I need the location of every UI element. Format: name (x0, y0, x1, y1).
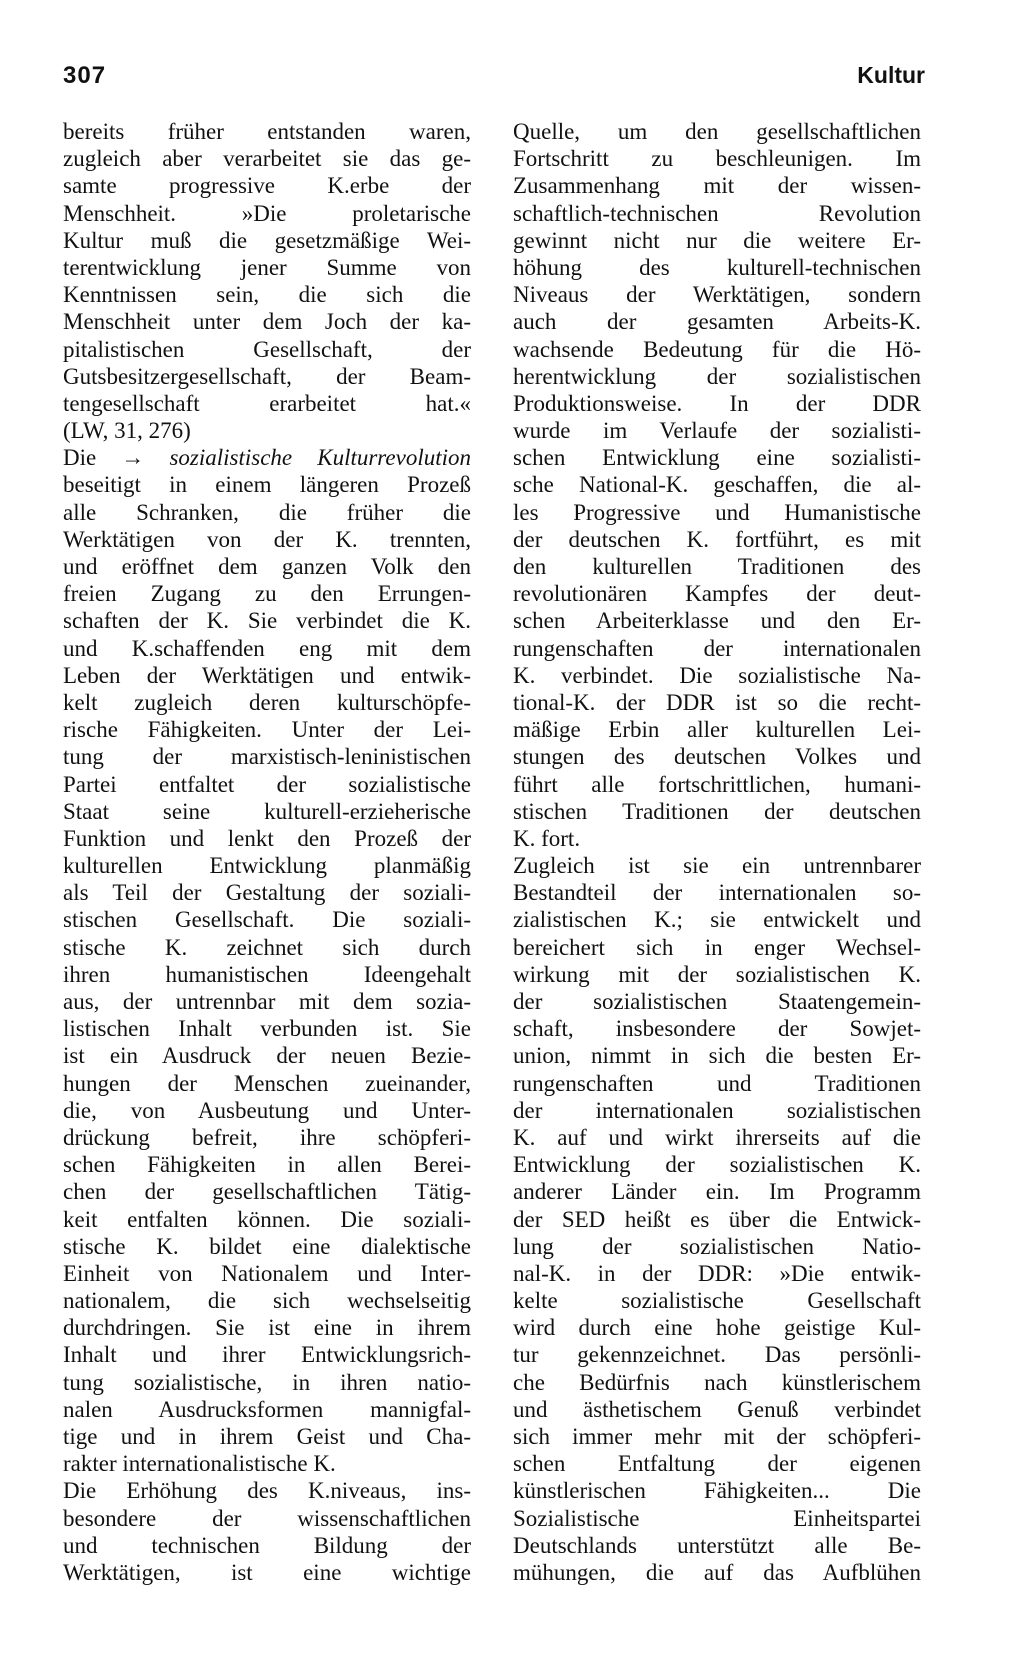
text-line: tengesellschaft erarbeitet hat.« (63, 390, 471, 416)
text-line: kelt zugleich deren kulturschöpfe- (63, 689, 471, 715)
text-line: und technischen Bildung der (63, 1532, 471, 1558)
text-line: nal-K. in der DDR: »Die entwik- (513, 1260, 921, 1286)
text-line: Leben der Werktätigen und entwik- (63, 662, 471, 688)
text-line: der internationalen sozialistischen (513, 1097, 921, 1123)
text-line: führt alle fortschrittlichen, humani- (513, 771, 921, 797)
text-line: zugleich aber verarbeitet sie das ge- (63, 146, 471, 172)
text-line: pitalistischen Gesellschaft, der (63, 336, 471, 362)
text-line: und ästhetischem Genuß verbindet (513, 1396, 921, 1422)
text-line: aus, der untrennbar mit dem sozia- (63, 989, 471, 1014)
text-line: stischen Gesellschaft. Die soziali- (63, 907, 471, 933)
text-line: tur gekennzeichnet. Das persönli- (513, 1342, 921, 1368)
text-line: lung der sozialistischen Natio- (513, 1233, 921, 1259)
text-line: wurde im Verlaufe der sozialisti- (513, 418, 921, 444)
text-line: revolutionären Kampfes der deut- (513, 581, 921, 607)
text-line: tige und in ihrem Geist und Cha- (63, 1424, 471, 1449)
text-line: Einheit von Nationalem und Inter- (63, 1260, 471, 1286)
text-line: sich immer mehr mit der schöpferi- (513, 1424, 921, 1449)
text-line: Produktionsweise. In der DDR (513, 390, 921, 416)
text-line: die, von Ausbeutung und Unter- (63, 1097, 471, 1123)
text-line: sche National-K. geschaffen, die al- (513, 472, 921, 498)
text-line: der sozialistischen Staatengemein- (513, 989, 921, 1014)
text-line (63, 444, 471, 471)
page-number: 307 (63, 62, 107, 89)
cross-reference-term: sozialistische Kulturrevolution (169, 445, 471, 471)
text-line: kulturellen Entwicklung planmäßig (63, 853, 471, 879)
text-line: Bestandteil der internationalen so- (513, 880, 921, 906)
text-line: ist ein Ausdruck der neuen Bezie- (63, 1043, 471, 1069)
text-line: und K.schaffenden eng mit dem (63, 635, 471, 661)
text-line: Kenntnissen sein, die sich die (63, 282, 471, 308)
text-line: herentwicklung der sozialistischen (513, 363, 921, 389)
text-line: tional-K. der DDR ist so die recht- (513, 689, 921, 715)
text-line: alle Schranken, die früher die (63, 499, 471, 525)
text-line: les Progressive und Humanistische (513, 499, 921, 525)
text-line: Inhalt und ihrer Entwicklungsrich- (63, 1342, 471, 1368)
text-line: als Teil der Gestaltung der soziali- (63, 880, 471, 906)
text-line: union, nimmt in sich die besten Er- (513, 1043, 921, 1069)
right-column (513, 118, 921, 1586)
text-line: chen der gesellschaftlichen Tätig- (63, 1179, 471, 1205)
text-line: K. auf und wirkt ihrerseits auf die (513, 1124, 921, 1150)
text-line: drückung befreit, ihre schöpferi- (63, 1124, 471, 1150)
text-line: K. fort. (513, 825, 581, 851)
text-line: hungen der Menschen zueinander, (63, 1070, 471, 1096)
text-line: höhung des kulturell-technischen (513, 254, 921, 280)
text-line: Deutschlands unterstützt alle Be- (513, 1532, 921, 1558)
text-line: tung sozialistische, in ihren natio- (63, 1369, 471, 1395)
text-line: gewinnt nicht nur die weitere Er- (513, 227, 921, 253)
text-line: auch der gesamten Arbeits-K. (513, 309, 921, 335)
text-line: Zugleich ist sie ein untrennbarer (513, 853, 921, 879)
text-line: mäßige Erbin aller kulturellen Lei- (513, 717, 921, 743)
text-line: Partei entfaltet der sozialistische (63, 771, 471, 797)
text-line: listischen Inhalt verbunden ist. Sie (63, 1016, 471, 1042)
text-line: Werktätigen von der K. trennten, (63, 526, 471, 552)
cross-reference-prefix: Die → (63, 445, 170, 471)
text-line: schaft, insbesondere der Sowjet- (513, 1016, 921, 1042)
text-line: keit entfalten können. Die soziali- (63, 1206, 471, 1232)
text-line: bereichert sich in enger Wechsel- (513, 934, 921, 960)
text-line: durchdringen. Sie ist eine in ihrem (63, 1315, 471, 1341)
text-line: stische K. zeichnet sich durch (63, 934, 471, 960)
text-line: che Bedürfnis nach künstlerischem (513, 1369, 921, 1395)
text-line: nalen Ausdrucksformen mannigfal- (63, 1396, 471, 1422)
text-line: wirkung mit der sozialistischen K. (513, 961, 921, 987)
text-line: stischen Traditionen der deutschen (513, 798, 921, 824)
text-line: anderer Länder ein. Im Programm (513, 1179, 921, 1205)
text-line: wachsende Bedeutung für die Hö- (513, 336, 921, 362)
text-line: wird durch eine hohe geistige Kul- (513, 1315, 921, 1341)
text-line: bereits früher entstanden waren, (63, 119, 471, 144)
text-line: kelte sozialistische Gesellschaft (513, 1288, 921, 1314)
text-line: nationalem, die sich wechselseitig (63, 1288, 471, 1314)
text-line: der SED heißt es über die Entwick- (513, 1206, 921, 1232)
text-line: tung der marxistisch-leninistischen (63, 744, 471, 770)
text-line: Menschheit. »Die proletarische (63, 200, 471, 226)
text-line: künstlerischen Fähigkeiten... Die (513, 1478, 921, 1504)
text-line: schaftlich-technischen Revolution (513, 200, 921, 226)
text-line: besondere der wissenschaftlichen (63, 1505, 471, 1531)
text-line: Quelle, um den gesellschaftlichen (513, 119, 921, 144)
text-line: zialistischen K.; sie entwickelt und (513, 907, 921, 933)
text-line: rungenschaften und Traditionen (513, 1070, 921, 1096)
text-line: samte progressive K.erbe der (63, 173, 471, 199)
text-line: stungen des deutschen Volkes und (513, 744, 921, 770)
text-line: rakter internationalistische K. (63, 1451, 336, 1477)
text-line: Werktätigen, ist eine wichtige (63, 1559, 471, 1585)
page-header (63, 62, 925, 92)
text-line: schen Entwicklung eine sozialisti- (513, 445, 921, 471)
text-line: rische Fähigkeiten. Unter der Lei- (63, 717, 471, 743)
text-line: Niveaus der Werktätigen, sondern (513, 282, 921, 308)
text-line: Kultur muß die gesetzmäßige Wei- (63, 227, 471, 253)
left-column (63, 118, 471, 1586)
text-line: rungenschaften der internationalen (513, 635, 921, 661)
text-line: Menschheit unter dem Joch der ka- (63, 309, 471, 335)
text-line: der deutschen K. fortführt, es mit (513, 526, 921, 552)
text-line: den kulturellen Traditionen des (513, 554, 921, 579)
text-line: Funktion und lenkt den Prozeß der (63, 825, 471, 851)
text-line: beseitigt in einem längeren Prozeß (63, 472, 471, 498)
text-line: mühungen, die auf das Aufblühen (513, 1559, 921, 1585)
text-line: schen Entfaltung der eigenen (513, 1451, 921, 1477)
text-line: Zusammenhang mit der wissen- (513, 173, 921, 199)
text-line: stische K. bildet eine dialektische (63, 1233, 471, 1259)
text-line: (LW, 31, 276) (63, 418, 191, 444)
text-line: schen Arbeiterklasse und den Er- (513, 608, 921, 634)
text-line: freien Zugang zu den Errungen- (63, 581, 471, 607)
text-line: schen Fähigkeiten in allen Berei- (63, 1152, 471, 1178)
text-line: Entwicklung der sozialistischen K. (513, 1152, 921, 1178)
text-line: Die Erhöhung des K.niveaus, ins- (63, 1478, 471, 1504)
text-line: und eröffnet dem ganzen Volk den (63, 554, 471, 579)
text-line: Staat seine kulturell-erzieherische (63, 798, 471, 824)
text-line: terentwicklung jener Summe von (63, 254, 471, 280)
text-line: Fortschritt zu beschleunigen. Im (513, 146, 921, 172)
text-line: ihren humanistischen Ideengehalt (63, 961, 471, 987)
text-line: Gutsbesitzergesellschaft, der Beam- (63, 363, 471, 389)
text-line: schaften der K. Sie verbindet die K. (63, 608, 471, 634)
text-line: Sozialistische Einheitspartei (513, 1505, 921, 1531)
text-line: K. verbindet. Die sozialistische Na- (513, 662, 921, 688)
running-head: Kultur (857, 62, 925, 88)
